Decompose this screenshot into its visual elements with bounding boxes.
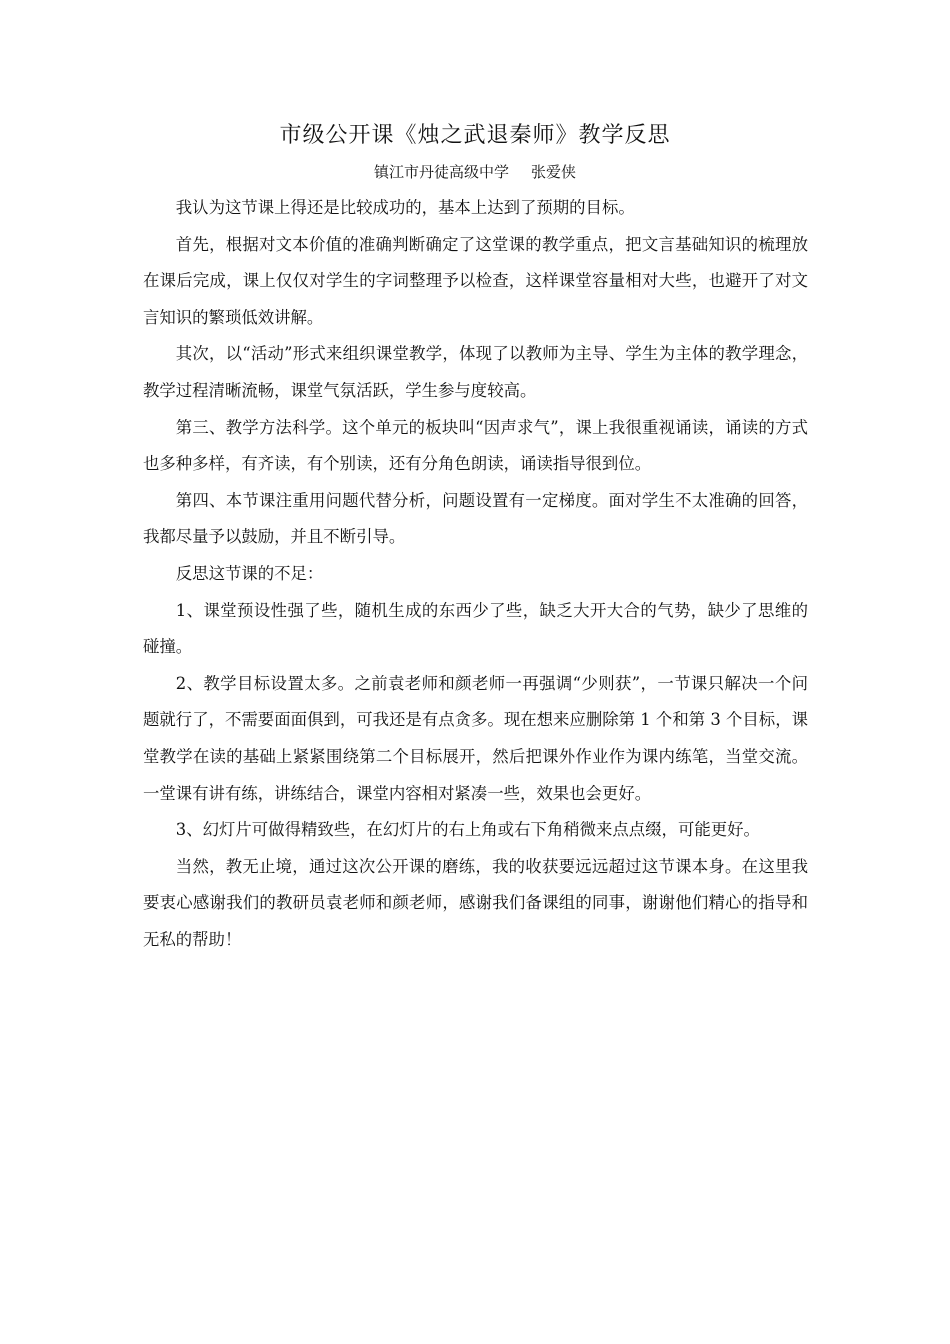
document-title: 市级公开课《烛之武退秦师》教学反思 (279, 123, 671, 148)
school-name: 镇江市丹徒高级中学 (373, 163, 509, 181)
paragraph-fourth-point: 第四、本节课注重用问题代替分析，问题设置有一定梯度。面对学生不太准确的回答，我都尽量予以鼓励，并且不断引导。 (143, 490, 808, 547)
paragraph-shortcoming-1: 1、课堂预设性强了些，随机生成的东西少了些，缺乏大开大合的气势，缺少了思维的碰撞。 (143, 600, 808, 657)
author-byline (0, 161, 950, 183)
paragraph-third-point: 第三、教学方法科学。这个单元的板块叫“因声求气”，课上我很重视诵读，诵读的方式也多种多样，有齐读，有个别读，还有分角色朗读，诵读指导很到位。 (143, 417, 808, 474)
paragraph-conclusion: 当然，教无止境，通过这次公开课的磨练，我的收获要远远超过这节课本身。在这里我要衷心感谢我们的教研员袁老师和颜老师，感谢我们备课组的同事，谢谢他们精心的指导和无私的帮助！ (143, 856, 808, 949)
paragraph-intro: 我认为这节课上得还是比较成功的，基本上达到了预期的目标。 (175, 198, 635, 217)
document-body (143, 190, 808, 958)
author-name: 张爱侠 (531, 163, 577, 181)
paragraph-second-point: 其次，以“活动”形式来组织课堂教学，体现了以教师为主导、学生为主体的教学理念，教学过程清晰流畅，课堂气氛活跃，学生参与度较高。 (143, 344, 808, 400)
paragraph-reflection-heading: 反思这节课的不足： (175, 563, 324, 583)
paragraph-first-point: 首先，根据对文本价值的准确判断确定了这堂课的教学重点，把文言基础知识的梳理放在课后完成，课上仅仅对学生的字词整理予以检查，这样课堂容量相对大些，也避开了对文言知识的繁琐低效讲解。 (143, 234, 808, 327)
paragraph-shortcoming-2: 2、教学目标设置太多。之前袁老师和颜老师一再强调“少则获”，一节课只解决一个问题就行了，不需要面面俱到，可我还是有点贪多。现在想来应删除第 1 个和第 3 个目标，课堂教学在读的基础上紧紧围绕第二个目标展开，然后把课外作业作为课内练笔，当堂交流。一堂课有讲有练，讲练结合，课堂内容相对紧凑一些，效果也会更好。 (143, 673, 808, 803)
paragraph-shortcoming-3: 3、幻灯片可做得精致些，在幻灯片的右上角或右下角稍微来点点缀，可能更好。 (175, 820, 760, 840)
